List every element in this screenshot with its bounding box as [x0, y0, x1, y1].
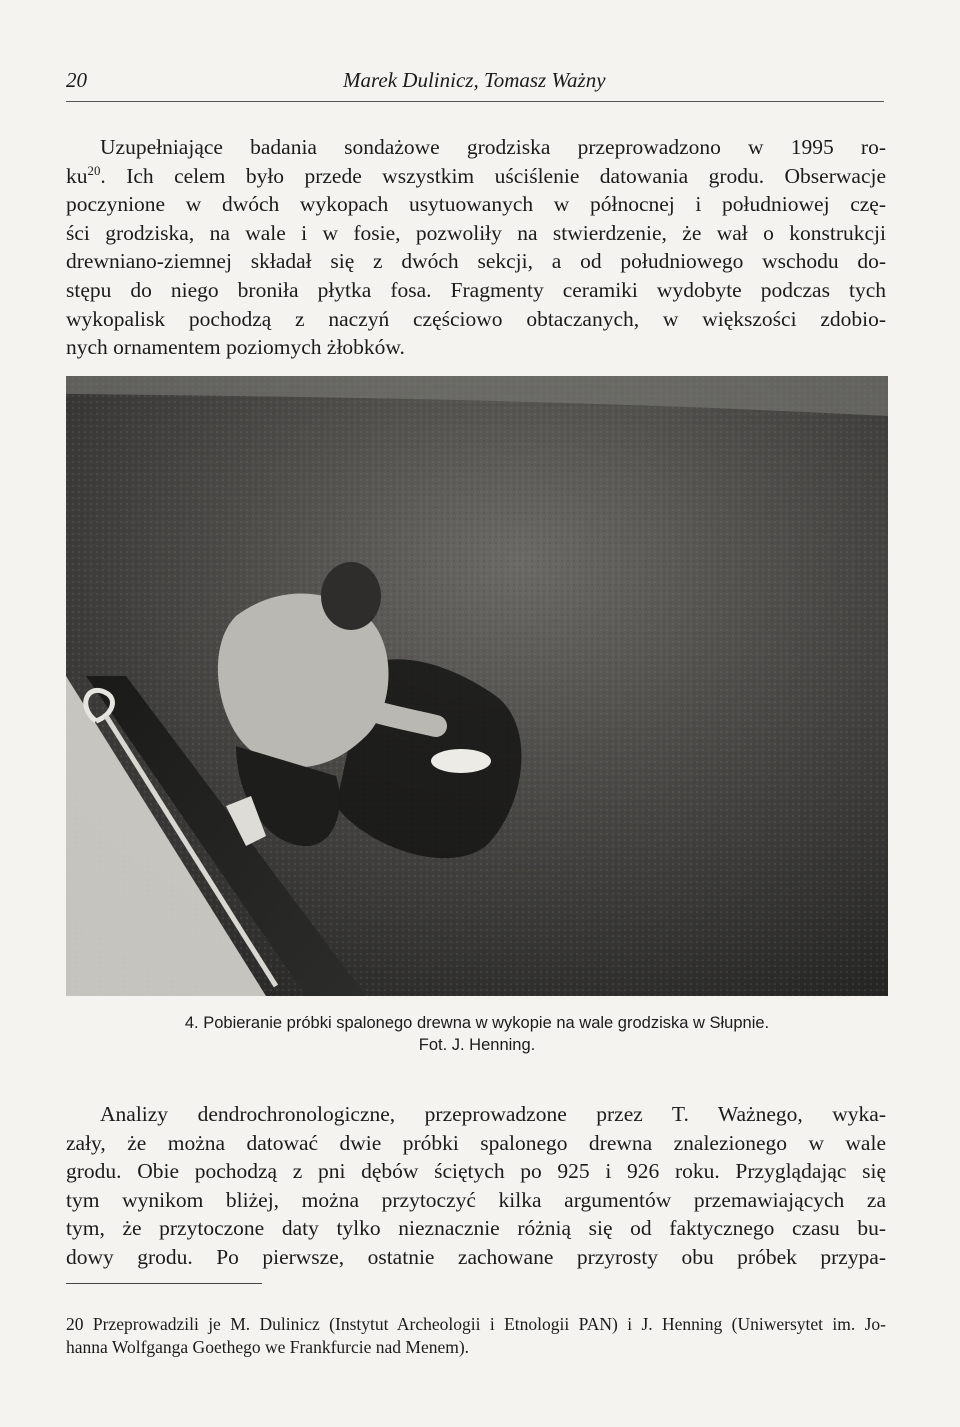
excavation-photo — [66, 376, 888, 996]
figure-caption — [66, 1012, 888, 1056]
paragraph-line: Analizy dendrochronologiczne, przeprowadzone przez T. Ważnego, wyka- — [100, 1102, 886, 1126]
caption-credit: Fot. J. Henning. — [418, 1036, 536, 1054]
footnote-text: Przeprowadzili je M. Dulinicz (Instytut Archeologii i Etnologii PAN) i J. Henning (Uniwersytet im. Jo- — [92, 1314, 887, 1334]
paragraph-line: ści grodziska, na wale i w fosie, pozwoliły na stwierdzenie, że wał o konstrukcji — [66, 220, 886, 245]
footnote — [66, 1313, 886, 1359]
footnote-rule — [66, 1283, 262, 1284]
footnote-reference: 20 — [87, 163, 101, 178]
paragraph-text: . Ich celem było przede wszystkim uściślenie datowania grodu. Obserwacje — [100, 163, 886, 188]
paragraph-line: drewniano-ziemnej składał się z dwóch sekcji, a od południowego wschodu do- — [66, 249, 886, 274]
footnote-number: 20 — [66, 1314, 84, 1334]
paragraph-line: Uzupełniające badania sondażowe grodziska przeprowadzono w 1995 ro- — [100, 135, 886, 159]
sample-bag — [431, 749, 491, 773]
paragraph-line — [66, 162, 886, 191]
photo-illustration — [66, 376, 888, 996]
paragraph-text: ku — [66, 163, 88, 188]
running-header — [66, 68, 884, 102]
paragraph-line: nych ornamentem poziomych żłobków. — [66, 335, 405, 360]
paragraph-1 — [66, 133, 886, 362]
paragraph-line: tym wynikom bliżej, można przytoczyć kilka argumentów przemawiających za — [66, 1187, 886, 1212]
caption-line: 4. Pobieranie próbki spalonego drewna w wykopie na wale grodziska w Słupnie. — [184, 1014, 770, 1032]
paragraph-line: tym, że przytoczone daty tylko nieznacznie różnią się od faktycznego czasu bu- — [66, 1216, 886, 1241]
header-rule — [66, 101, 884, 102]
paragraph-line: grodu. Obie pochodzą z pni dębów ściętych po 925 i 926 roku. Przyglądając się — [66, 1159, 886, 1184]
running-header-authors: Marek Dulinicz, Tomasz Ważny — [343, 68, 606, 92]
footnote-line: hanna Wolfganga Goethego we Frankfurcie nad Menem). — [66, 1337, 470, 1357]
page-number: 20 — [66, 68, 87, 92]
paragraph-line: wykopalisk pochodzą z naczyń częściowo obtaczanych, w większości zdobio- — [66, 306, 886, 331]
paragraph-line: dowy grodu. Po pierwsze, ostatnie zachowane przyrosty obu próbek przypa- — [66, 1244, 886, 1269]
worker-head — [321, 562, 381, 630]
footnote-line — [66, 1313, 886, 1336]
paragraph-line: zały, że można datować dwie próbki spalonego drewna znalezionego w wale — [66, 1130, 886, 1155]
paragraph-2 — [66, 1100, 886, 1272]
paragraph-line: stępu do niego broniła płytka fosa. Fragmenty ceramiki wydobyte podczas tych — [66, 277, 886, 302]
paragraph-line: poczynione w dwóch wykopach usytuowanych w północnej i południowej czę- — [66, 192, 886, 217]
